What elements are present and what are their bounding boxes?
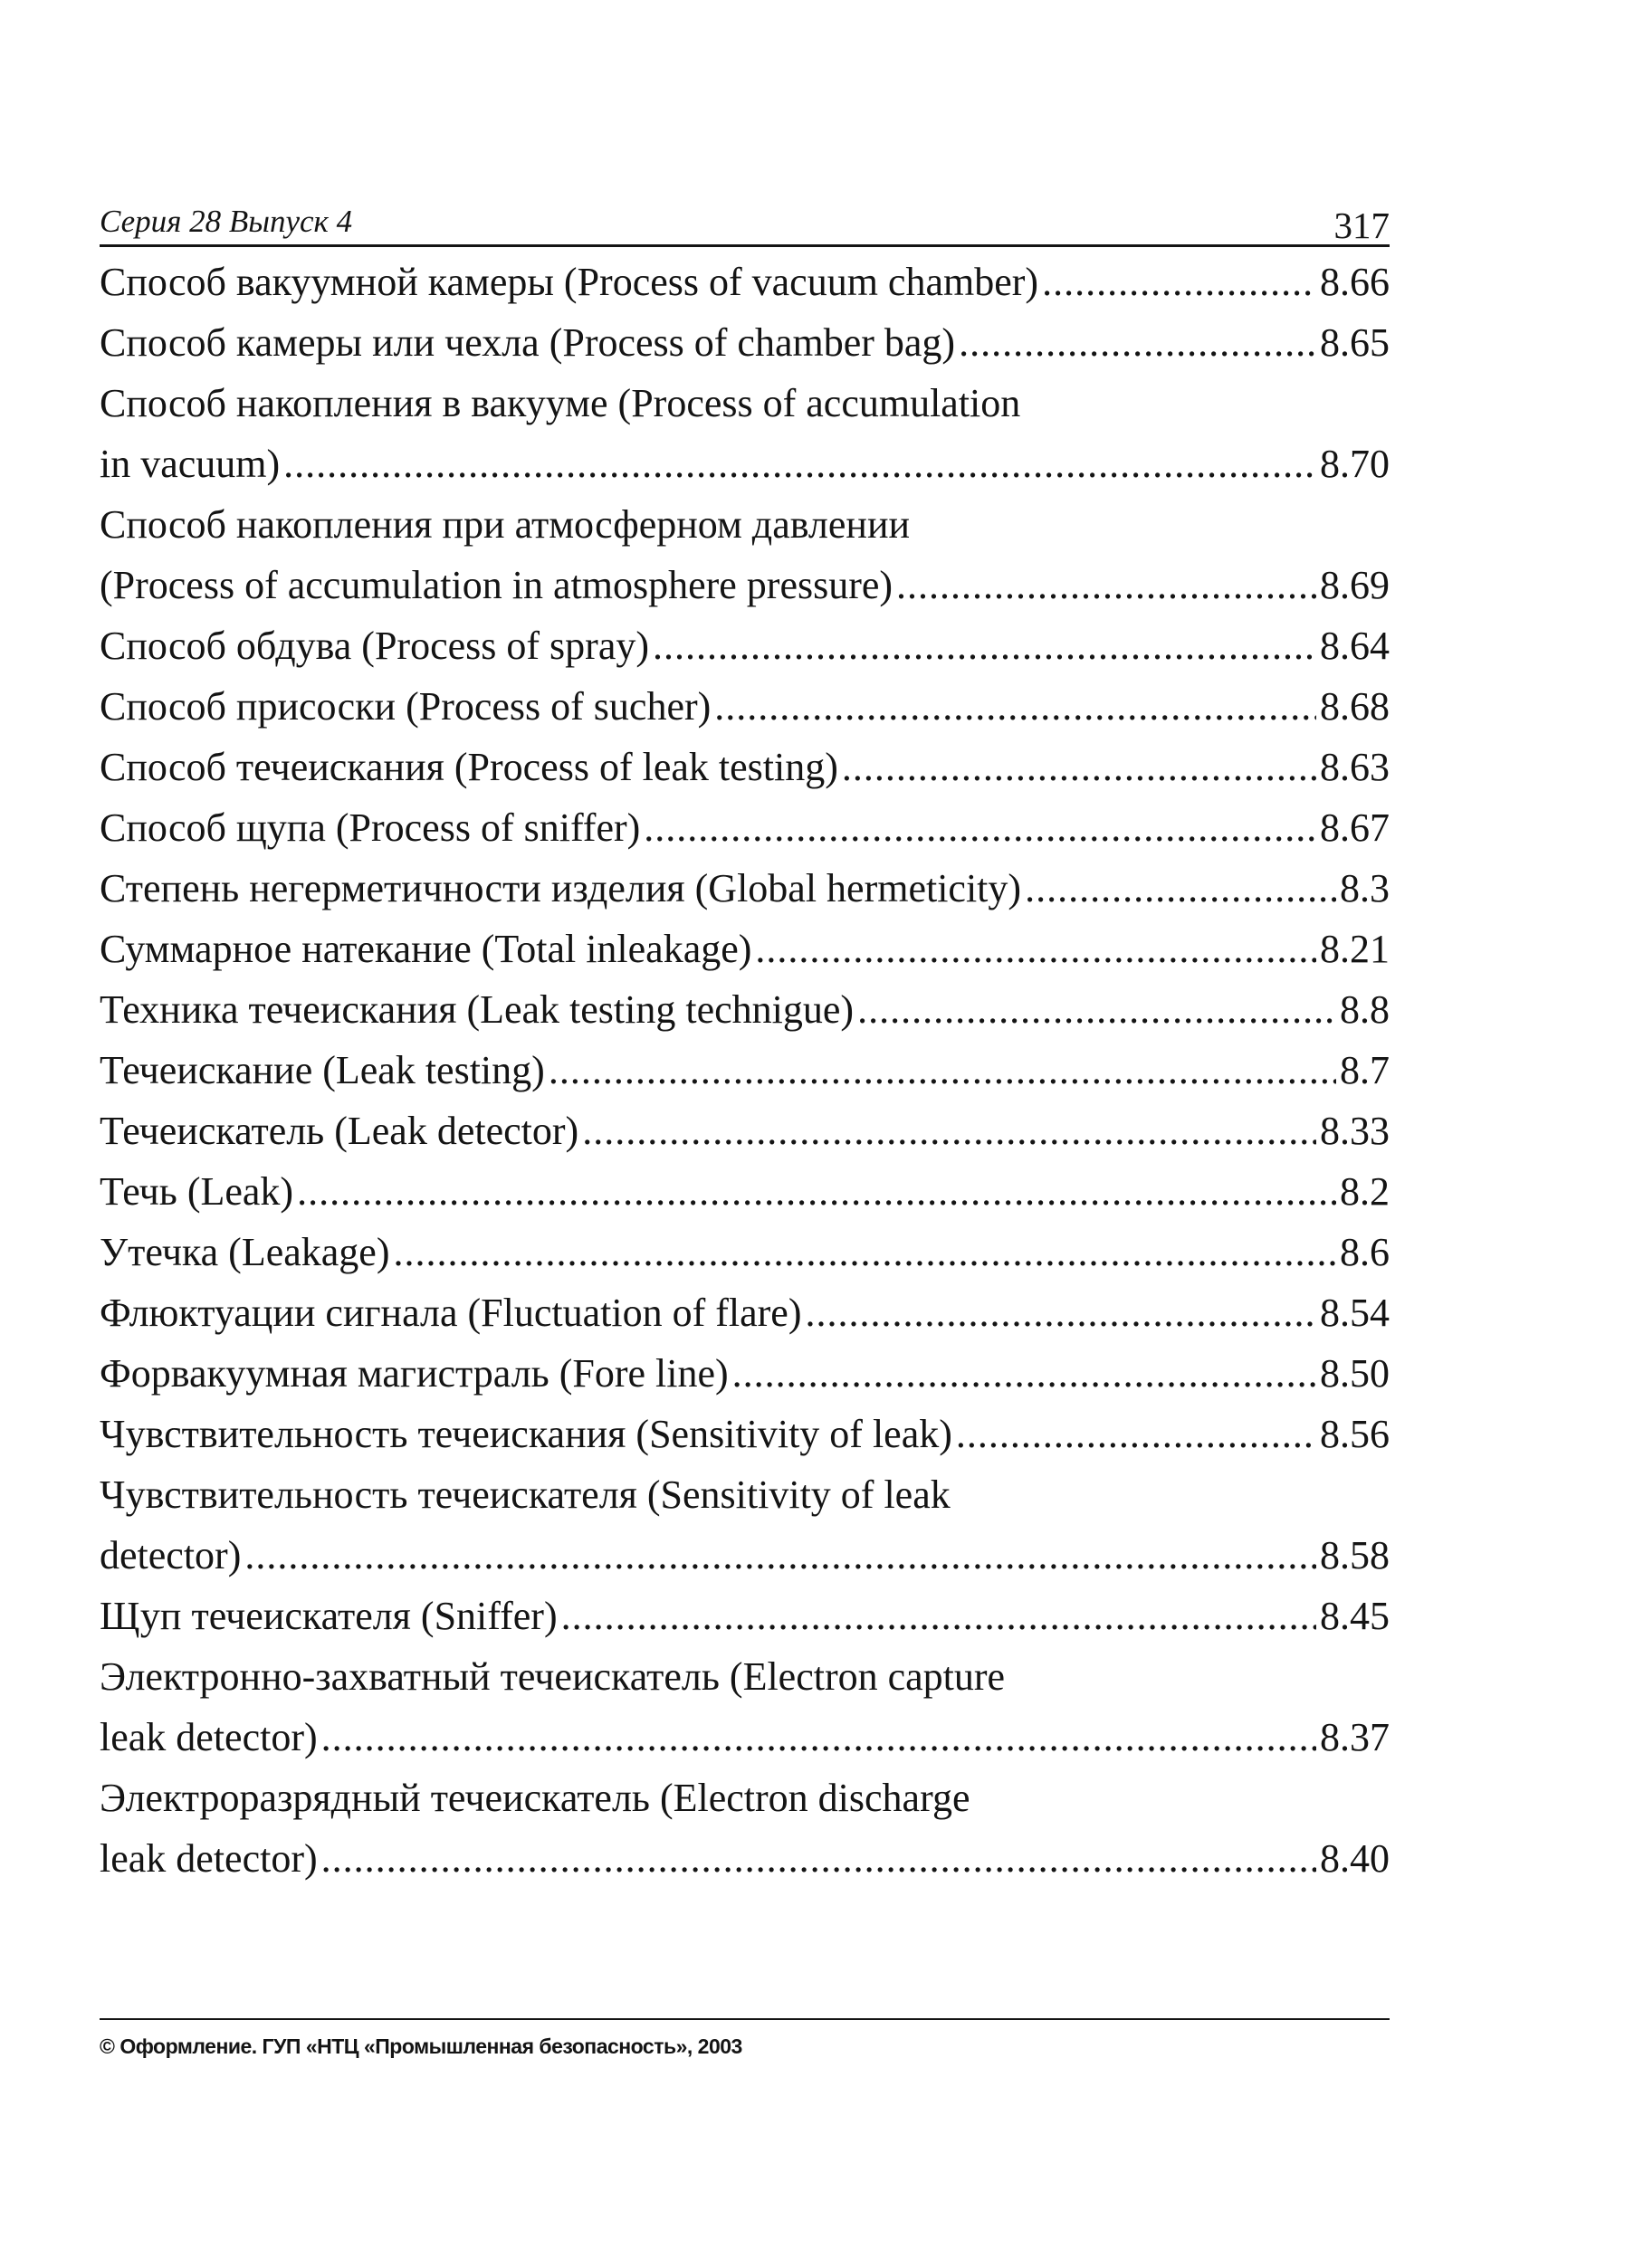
entry-ref: 8.8 [1340, 987, 1390, 1032]
entry-ref: 8.45 [1320, 1594, 1390, 1638]
dot-leader [321, 1828, 1316, 1889]
dot-leader [714, 676, 1316, 737]
index-entry [100, 1222, 1390, 1282]
index-entry [100, 615, 1390, 676]
entry-term: detector) [100, 1533, 242, 1577]
dot-leader [549, 1040, 1336, 1101]
dot-leader [842, 737, 1316, 797]
dot-leader [1042, 252, 1316, 312]
index-entry [100, 919, 1390, 979]
dot-leader [653, 615, 1316, 676]
entry-ref: 8.37 [1320, 1715, 1390, 1759]
entry-ref: 8.40 [1320, 1836, 1390, 1881]
dot-leader [244, 1525, 1316, 1586]
entry-ref: 8.67 [1320, 805, 1390, 850]
entry-term: Способ присоски (Process of sucher) [100, 684, 712, 729]
dot-leader [561, 1586, 1316, 1646]
index-entry [100, 494, 1390, 615]
entry-term-first-line: Чувствительность течеискателя (Sensitivity of leak [100, 1472, 951, 1517]
dot-leader [393, 1222, 1336, 1282]
entry-term: Способ камеры или чехла (Process of chamber bag) [100, 320, 956, 365]
series-title: Серия 28 Выпуск 4 [100, 204, 353, 239]
page-header [100, 185, 1390, 247]
dot-leader [956, 1404, 1316, 1464]
index-entry [100, 1343, 1390, 1404]
entry-ref: 8.65 [1320, 320, 1390, 365]
entry-ref: 8.58 [1320, 1533, 1390, 1577]
entry-ref: 8.66 [1320, 260, 1390, 304]
index-entry [100, 979, 1390, 1040]
dot-leader [297, 1161, 1336, 1222]
dot-leader [732, 1343, 1316, 1404]
entry-ref: 8.33 [1320, 1109, 1390, 1153]
entry-term: leak detector) [100, 1715, 318, 1759]
index-entry [100, 676, 1390, 737]
entry-ref: 8.63 [1320, 745, 1390, 789]
entry-term: Щуп течеискателя (Sniffer) [100, 1594, 558, 1638]
entry-term: in vacuum) [100, 442, 281, 486]
entry-term: Степень негерметичности изделия (Global hermeticity) [100, 866, 1022, 910]
entry-ref: 8.21 [1320, 927, 1390, 971]
dot-leader [644, 797, 1316, 858]
index-entry [100, 1040, 1390, 1101]
dot-leader [321, 1707, 1316, 1768]
index-entry [100, 1161, 1390, 1222]
index-entries [100, 252, 1390, 1889]
entry-term: Течеискание (Leak testing) [100, 1048, 545, 1092]
entry-term: (Process of accumulation in atmosphere pressure) [100, 563, 893, 607]
index-entry [100, 1282, 1390, 1343]
dot-leader [896, 555, 1316, 615]
index-entry [100, 1101, 1390, 1161]
index-entry [100, 252, 1390, 312]
entry-term: Форвакуумная магистраль (Fore line) [100, 1351, 729, 1396]
copyright-footer: © Оформление. ГУП «НТЦ «Промышленная безопасность», 2003 [100, 2018, 1390, 2059]
index-entry [100, 1464, 1390, 1586]
entry-term: Способ вакуумной камеры (Process of vacuum chamber) [100, 260, 1039, 304]
entry-term: Способ течеискания (Process of leak testing) [100, 745, 838, 789]
entry-term: leak detector) [100, 1836, 318, 1881]
dot-leader [283, 434, 1316, 494]
entry-ref: 8.6 [1340, 1230, 1390, 1274]
entry-term-first-line: Способ накопления при атмосферном давлении [100, 502, 911, 547]
entry-term: Способ щупа (Process of sniffer) [100, 805, 641, 850]
entry-term: Техника течеискания (Leak testing technigue) [100, 987, 855, 1032]
index-entry [100, 1646, 1390, 1768]
entry-term: Флюктуации сигнала (Fluctuation of flare) [100, 1291, 802, 1335]
index-entry [100, 312, 1390, 373]
entry-term-first-line: Способ накопления в вакууме (Process of accumulation [100, 381, 1021, 425]
dot-leader [582, 1101, 1316, 1161]
entry-ref: 8.54 [1320, 1291, 1390, 1335]
entry-ref: 8.64 [1320, 624, 1390, 668]
page-number: 317 [1333, 205, 1390, 246]
entry-term: Течеискатель (Leak detector) [100, 1109, 579, 1153]
entry-ref: 8.7 [1340, 1048, 1390, 1092]
entry-term: Течь (Leak) [100, 1169, 294, 1214]
entry-term-first-line: Электронно-захватный течеискатель (Electron capture [100, 1654, 1006, 1699]
entry-ref: 8.56 [1320, 1412, 1390, 1456]
entry-ref: 8.68 [1320, 684, 1390, 729]
dot-leader [857, 979, 1336, 1040]
index-entry [100, 1404, 1390, 1464]
entry-ref: 8.2 [1340, 1169, 1390, 1214]
entry-ref: 8.50 [1320, 1351, 1390, 1396]
dot-leader [755, 919, 1316, 979]
dot-leader [1025, 858, 1336, 919]
entry-ref: 8.3 [1340, 866, 1390, 910]
dot-leader [805, 1282, 1316, 1343]
entry-term: Способ обдува (Process of spray) [100, 624, 649, 668]
index-entry [100, 373, 1390, 494]
index-entry [100, 858, 1390, 919]
entry-term-first-line: Электроразрядный течеискатель (Electron discharge [100, 1776, 970, 1820]
index-entry [100, 1768, 1390, 1889]
index-entry [100, 797, 1390, 858]
index-entry [100, 1586, 1390, 1646]
entry-ref: 8.69 [1320, 563, 1390, 607]
entry-ref: 8.70 [1320, 442, 1390, 486]
entry-term: Суммарное натекание (Total inleakage) [100, 927, 752, 971]
index-entry [100, 737, 1390, 797]
entry-term: Чувствительность течеискания (Sensitivity of leak) [100, 1412, 952, 1456]
dot-leader [959, 312, 1316, 373]
entry-term: Утечка (Leakage) [100, 1230, 390, 1274]
